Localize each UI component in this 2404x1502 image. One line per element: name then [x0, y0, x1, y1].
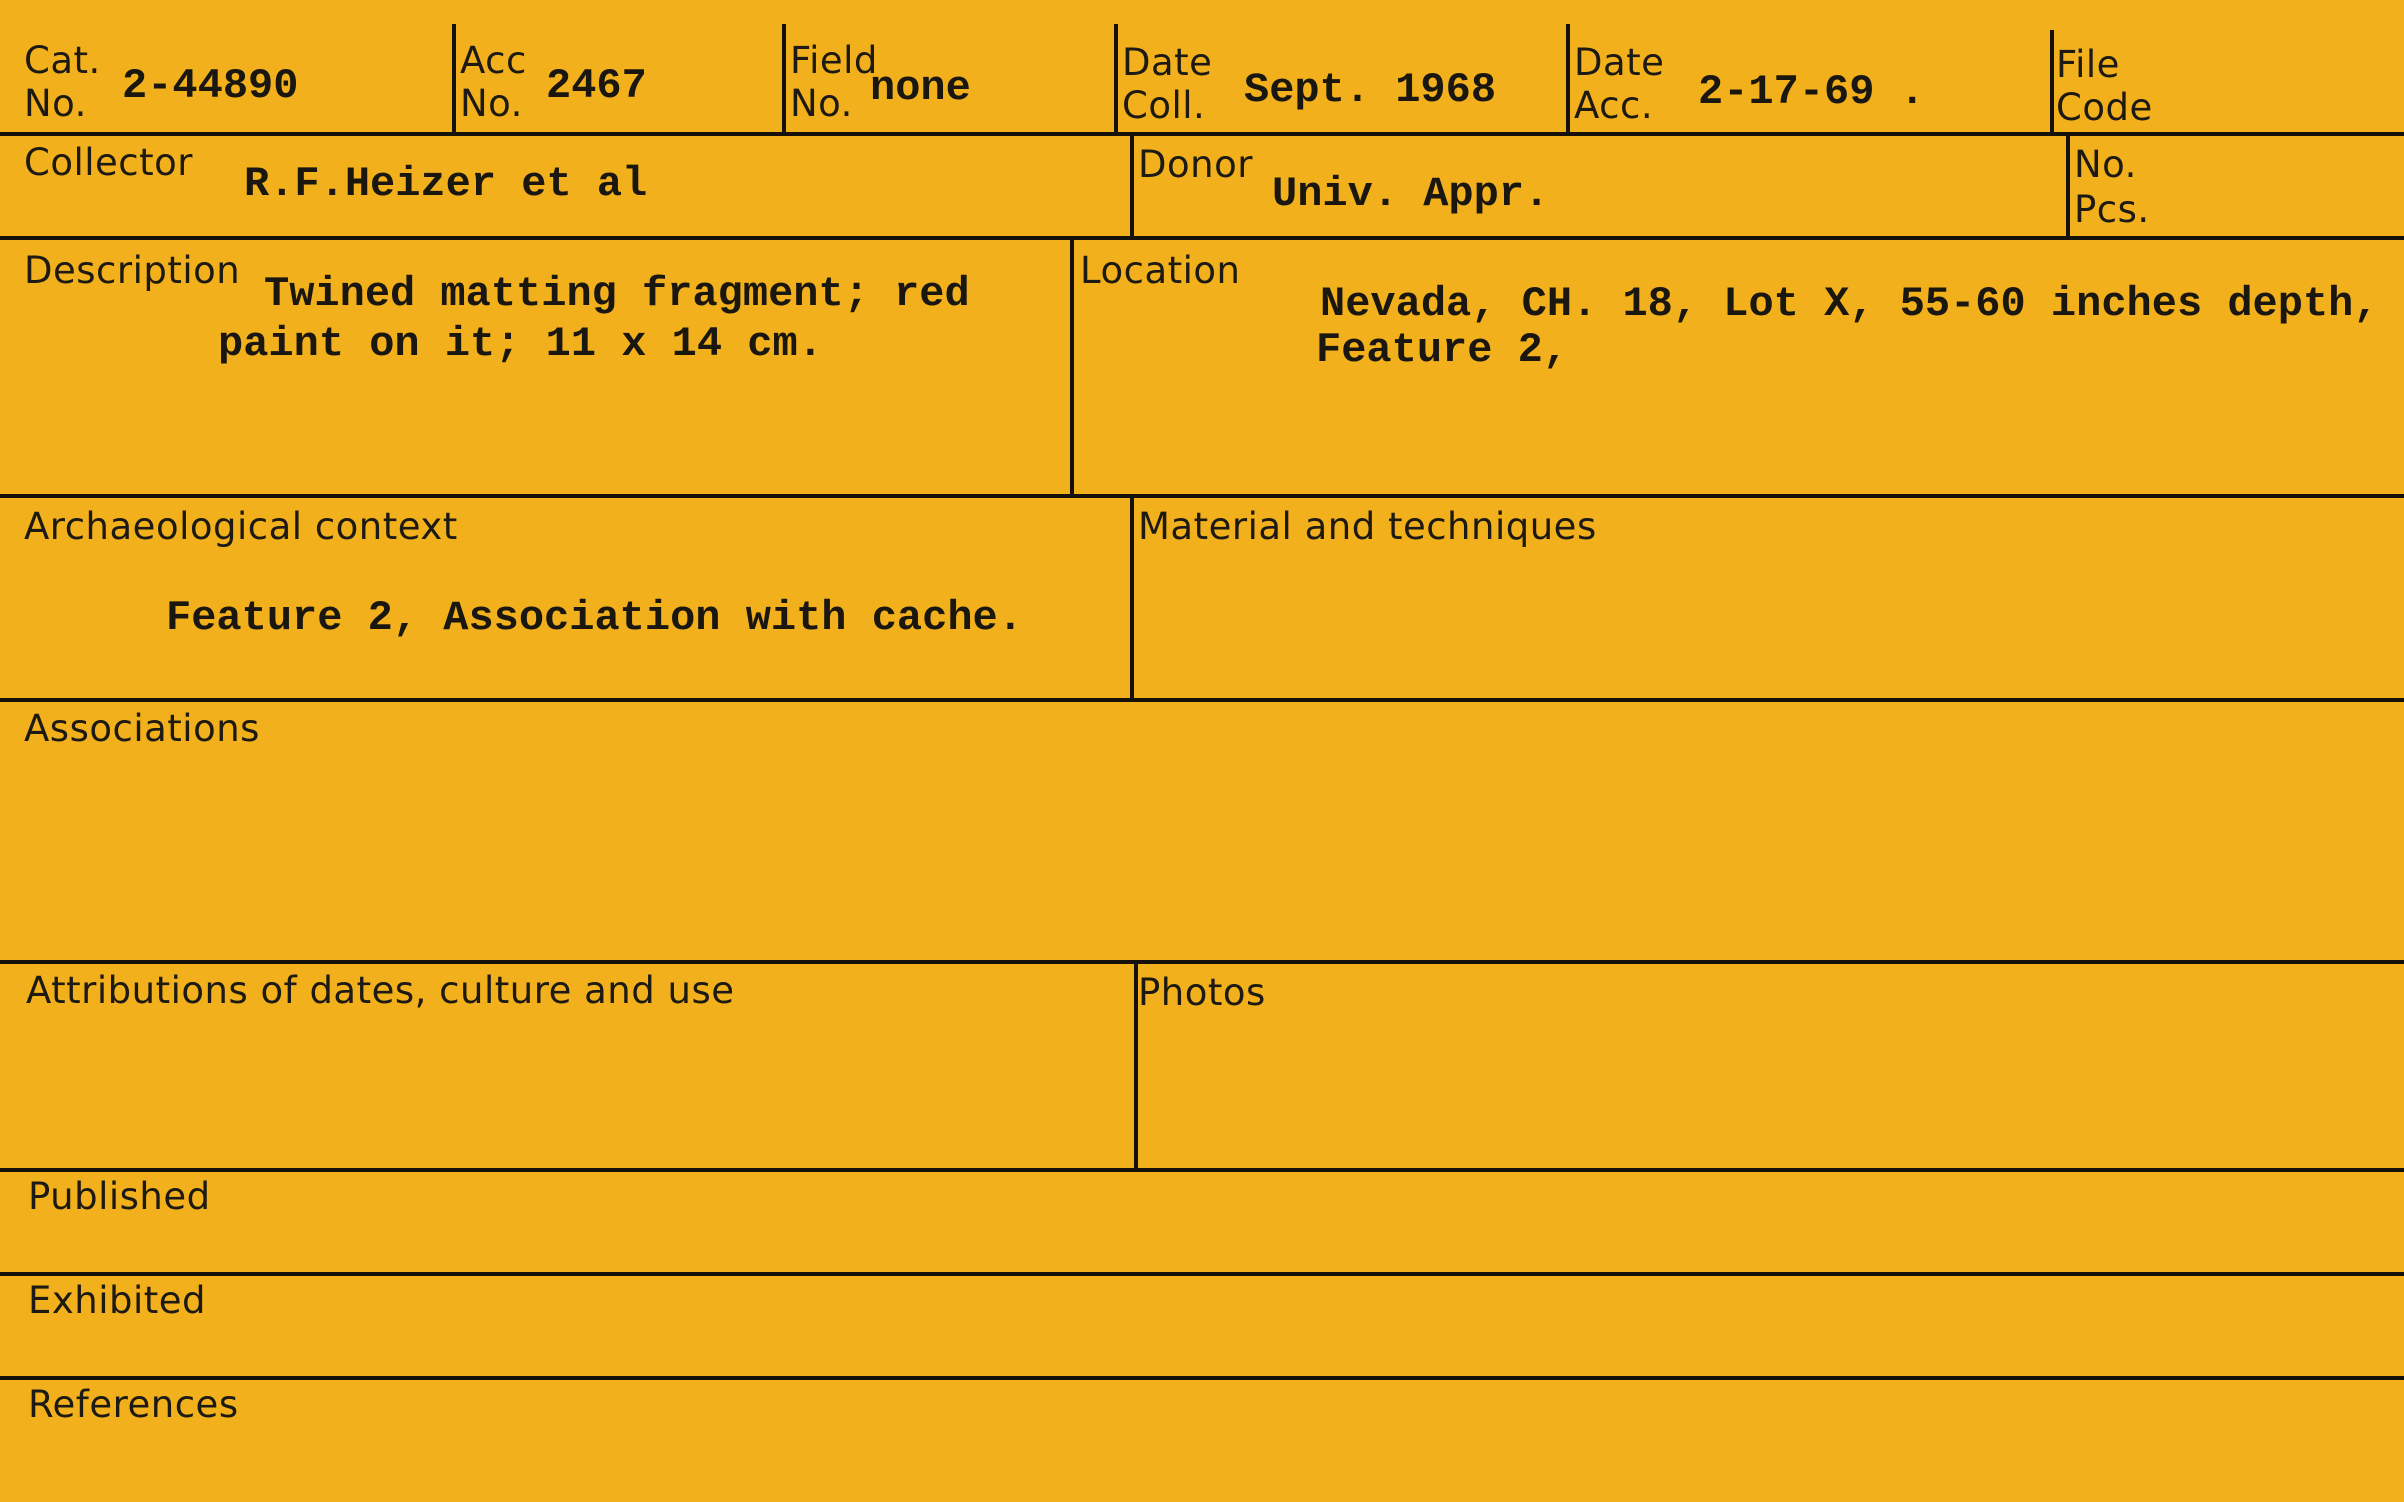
published-label: Published — [28, 1175, 211, 1218]
exhibited-label: Exhibited — [28, 1279, 207, 1322]
collector-label: Collector — [24, 141, 193, 184]
location-label: Location — [1080, 249, 1241, 292]
rule-acc-field — [782, 24, 786, 134]
references-label: References — [28, 1383, 239, 1426]
description-line1: Twined matting fragment; red — [264, 270, 970, 318]
date-coll-value: Sept. 1968 — [1244, 66, 1497, 114]
rule-attributions-bottom — [0, 1168, 2404, 1172]
date-coll-label: Date Coll. — [1122, 41, 1213, 127]
photos-label: Photos — [1138, 971, 1266, 1014]
rule-donor-nopcs — [2066, 134, 2070, 238]
description-line2: paint on it; 11 x 14 cm. — [218, 320, 823, 368]
rule-collector-donor — [1130, 134, 1134, 238]
location-line1: Nevada, CH. 18, Lot X, 55-60 inches depth, — [1320, 280, 2379, 328]
rule-description-location — [1070, 238, 1074, 496]
rule-context-material — [1130, 496, 1134, 700]
file-code-label: File Code — [2056, 43, 2153, 129]
donor-label: Donor — [1138, 143, 1253, 186]
cat-no-label: Cat. No. — [24, 39, 101, 125]
rule-field-datecoll — [1114, 24, 1118, 134]
donor-value: Univ. Appr. — [1272, 170, 1550, 218]
material-techniques-label: Material and techniques — [1138, 505, 1597, 548]
cat-no-value: 2-44890 — [122, 62, 299, 110]
date-acc-value: 2-17-69 . — [1698, 68, 1925, 116]
rule-published-bottom — [0, 1272, 2404, 1276]
field-no-value: none — [870, 64, 971, 112]
associations-label: Associations — [24, 707, 260, 750]
collector-value: R.F.Heizer et al — [244, 160, 648, 208]
rule-cat-acc — [452, 24, 456, 134]
rule-header-bottom — [0, 132, 2404, 136]
no-pcs-label: No. Pcs. — [2074, 143, 2150, 231]
date-acc-label: Date Acc. — [1574, 41, 1665, 127]
rule-context-bottom — [0, 698, 2404, 702]
archaeological-context-value: Feature 2, Association with cache. — [166, 594, 1023, 642]
rule-associations-bottom — [0, 960, 2404, 964]
rule-description-bottom — [0, 494, 2404, 498]
rule-row2-bottom — [0, 236, 2404, 240]
rule-datecoll-dateacc — [1566, 24, 1570, 134]
field-no-label: Field No. — [790, 39, 878, 125]
rule-dateacc-file — [2050, 30, 2054, 134]
description-label: Description — [24, 249, 241, 292]
location-line2: Feature 2, — [1316, 326, 1569, 374]
rule-exhibited-bottom — [0, 1376, 2404, 1380]
attributions-label: Attributions of dates, culture and use — [26, 969, 735, 1012]
archaeological-context-label: Archaeological context — [24, 505, 458, 548]
acc-no-label: Acc No. — [460, 39, 527, 125]
acc-no-value: 2467 — [546, 62, 647, 110]
